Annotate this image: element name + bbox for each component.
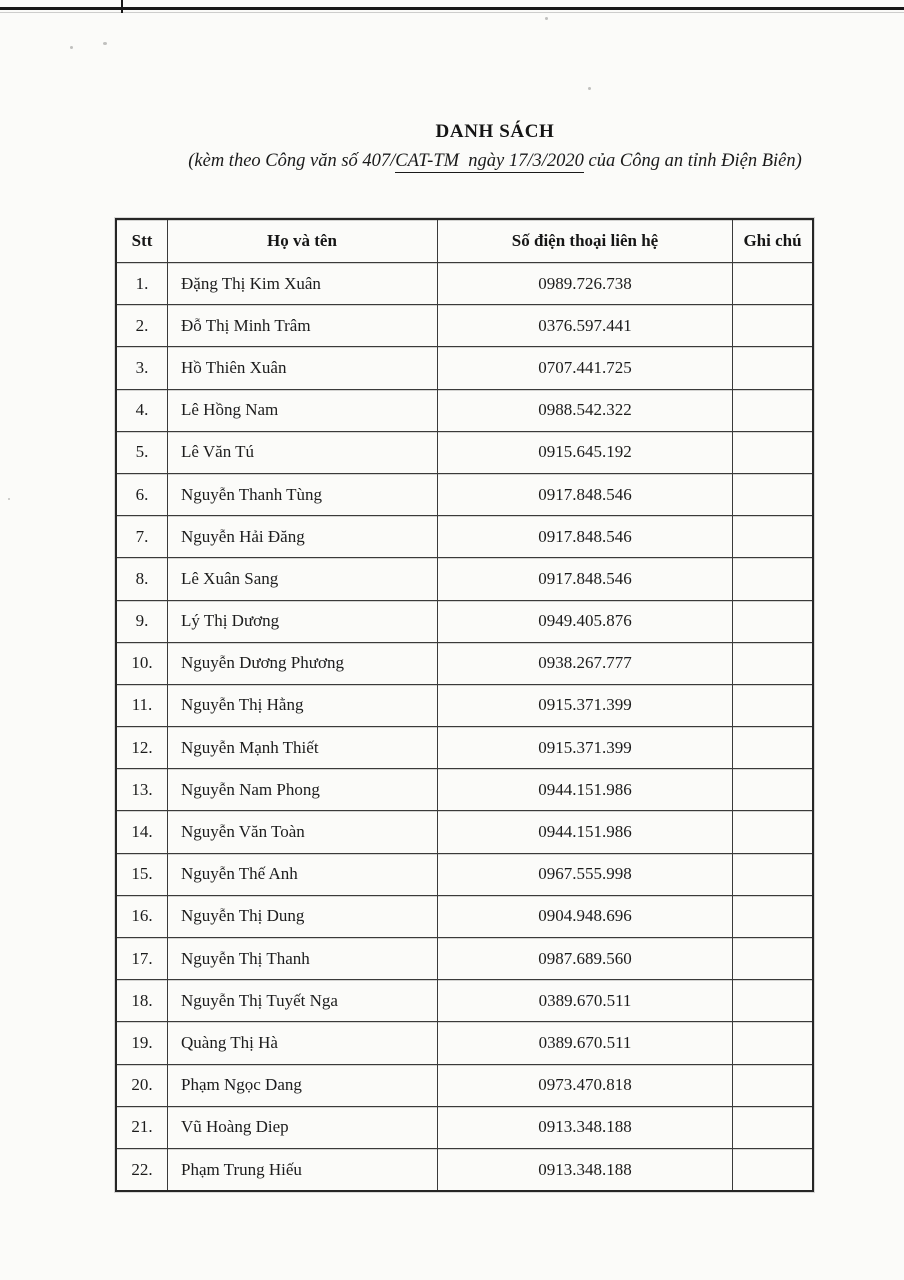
table-row — [116, 473, 813, 515]
contact-table-body — [116, 263, 813, 1192]
person-name: Lê Xuân Sang — [168, 558, 438, 600]
row-number: 4. — [116, 389, 168, 431]
note-cell — [733, 642, 814, 684]
person-name: Nguyễn Thị Hằng — [168, 684, 438, 726]
row-number: 17. — [116, 938, 168, 980]
note-cell — [733, 1106, 814, 1148]
person-name: Nguyễn Mạnh Thiết — [168, 727, 438, 769]
person-name: Quàng Thị Hà — [168, 1022, 438, 1064]
note-cell — [733, 980, 814, 1022]
phone-number: 0944.151.986 — [438, 769, 733, 811]
note-cell — [733, 389, 814, 431]
table-row — [116, 1064, 813, 1106]
header-note: Ghi chú — [733, 219, 814, 263]
note-cell — [733, 727, 814, 769]
subtitle-prefix: (kèm theo Công văn số 407/ — [188, 151, 396, 171]
note-cell — [733, 600, 814, 642]
note-cell — [733, 938, 814, 980]
phone-number: 0917.848.546 — [438, 516, 733, 558]
row-number: 16. — [116, 895, 168, 937]
row-number: 8. — [116, 558, 168, 600]
note-cell — [733, 516, 814, 558]
header-name: Họ và tên — [168, 219, 438, 263]
phone-number: 0389.670.511 — [438, 980, 733, 1022]
table-row — [116, 516, 813, 558]
document-heading — [90, 121, 900, 172]
row-number: 2. — [116, 305, 168, 347]
person-name: Hồ Thiên Xuân — [168, 347, 438, 389]
table-header — [116, 219, 813, 263]
note-cell — [733, 558, 814, 600]
row-number: 20. — [116, 1064, 168, 1106]
person-name: Lý Thị Dương — [168, 600, 438, 642]
note-cell — [733, 853, 814, 895]
person-name: Nguyễn Thị Dung — [168, 895, 438, 937]
phone-number: 0944.151.986 — [438, 811, 733, 853]
scan-speck — [545, 17, 548, 20]
phone-number: 0915.645.192 — [438, 431, 733, 473]
note-cell — [733, 895, 814, 937]
phone-number: 0967.555.998 — [438, 853, 733, 895]
phone-number: 0987.689.560 — [438, 938, 733, 980]
row-number: 7. — [116, 516, 168, 558]
table-row — [116, 431, 813, 473]
note-cell — [733, 684, 814, 726]
table-row — [116, 600, 813, 642]
phone-number: 0988.542.322 — [438, 389, 733, 431]
page-title: DANH SÁCH — [435, 121, 555, 142]
table-row — [116, 263, 813, 305]
phone-number: 0917.848.546 — [438, 473, 733, 515]
person-name: Lê Văn Tú — [168, 431, 438, 473]
table-row — [116, 684, 813, 726]
table-row — [116, 305, 813, 347]
row-number: 19. — [116, 1022, 168, 1064]
person-name: Nguyễn Thế Anh — [168, 853, 438, 895]
table-row — [116, 347, 813, 389]
phone-number: 0973.470.818 — [438, 1064, 733, 1106]
scan-speck — [588, 87, 591, 90]
scan-artifact-top-line — [0, 7, 904, 10]
scan-artifact-tick — [121, 0, 123, 13]
phone-number: 0989.726.738 — [438, 263, 733, 305]
person-name: Nguyễn Thị Thanh — [168, 938, 438, 980]
note-cell — [733, 1022, 814, 1064]
row-number: 15. — [116, 853, 168, 895]
phone-number: 0707.441.725 — [438, 347, 733, 389]
header-phone: Số điện thoại liên hệ — [438, 219, 733, 263]
person-name: Nguyễn Văn Toàn — [168, 811, 438, 853]
phone-number: 0917.848.546 — [438, 558, 733, 600]
table-row — [116, 980, 813, 1022]
phone-number: 0913.348.188 — [438, 1106, 733, 1148]
row-number: 3. — [116, 347, 168, 389]
row-number: 12. — [116, 727, 168, 769]
person-name: Nguyễn Thị Tuyết Nga — [168, 980, 438, 1022]
table-row — [116, 811, 813, 853]
row-number: 11. — [116, 684, 168, 726]
table-row — [116, 389, 813, 431]
table-row — [116, 853, 813, 895]
page-subtitle — [90, 151, 900, 172]
person-name: Phạm Trung Hiếu — [168, 1148, 438, 1191]
person-name: Phạm Ngọc Dang — [168, 1064, 438, 1106]
person-name: Vũ Hoàng Diep — [168, 1106, 438, 1148]
note-cell — [733, 811, 814, 853]
subtitle-underlined-reference: CAT-TM ngày 17/3/2020 — [395, 151, 584, 171]
table-row — [116, 1106, 813, 1148]
phone-number: 0389.670.511 — [438, 1022, 733, 1064]
person-name: Nguyễn Dương Phương — [168, 642, 438, 684]
table-row — [116, 727, 813, 769]
row-number: 1. — [116, 263, 168, 305]
person-name: Nguyễn Thanh Tùng — [168, 473, 438, 515]
row-number: 14. — [116, 811, 168, 853]
note-cell — [733, 473, 814, 515]
row-number: 22. — [116, 1148, 168, 1191]
table-row — [116, 769, 813, 811]
row-number: 10. — [116, 642, 168, 684]
person-name: Đặng Thị Kim Xuân — [168, 263, 438, 305]
row-number: 13. — [116, 769, 168, 811]
phone-number: 0949.405.876 — [438, 600, 733, 642]
scan-speck — [103, 42, 107, 45]
phone-number: 0938.267.777 — [438, 642, 733, 684]
table-row — [116, 938, 813, 980]
person-name: Đỗ Thị Minh Trâm — [168, 305, 438, 347]
row-number: 5. — [116, 431, 168, 473]
phone-number: 0915.371.399 — [438, 684, 733, 726]
phone-number: 0913.348.188 — [438, 1148, 733, 1191]
table-row — [116, 895, 813, 937]
note-cell — [733, 305, 814, 347]
scan-speck — [70, 46, 73, 49]
row-number: 21. — [116, 1106, 168, 1148]
table-row — [116, 1022, 813, 1064]
header-row — [116, 219, 813, 263]
phone-number: 0376.597.441 — [438, 305, 733, 347]
person-name: Lê Hồng Nam — [168, 389, 438, 431]
note-cell — [733, 769, 814, 811]
phone-number: 0915.371.399 — [438, 727, 733, 769]
phone-number: 0904.948.696 — [438, 895, 733, 937]
row-number: 18. — [116, 980, 168, 1022]
row-number: 6. — [116, 473, 168, 515]
note-cell — [733, 263, 814, 305]
table-row — [116, 642, 813, 684]
person-name: Nguyễn Hải Đăng — [168, 516, 438, 558]
contact-table — [115, 218, 814, 1192]
note-cell — [733, 431, 814, 473]
row-number: 9. — [116, 600, 168, 642]
subtitle-suffix: của Công an tỉnh Điện Biên) — [583, 151, 802, 171]
note-cell — [733, 1064, 814, 1106]
table-row — [116, 1148, 813, 1191]
header-stt: Stt — [116, 219, 168, 263]
scan-speck — [8, 498, 10, 500]
note-cell — [733, 347, 814, 389]
person-name: Nguyễn Nam Phong — [168, 769, 438, 811]
scan-artifact-line-echo — [0, 12, 904, 13]
table-row — [116, 558, 813, 600]
note-cell — [733, 1148, 814, 1191]
